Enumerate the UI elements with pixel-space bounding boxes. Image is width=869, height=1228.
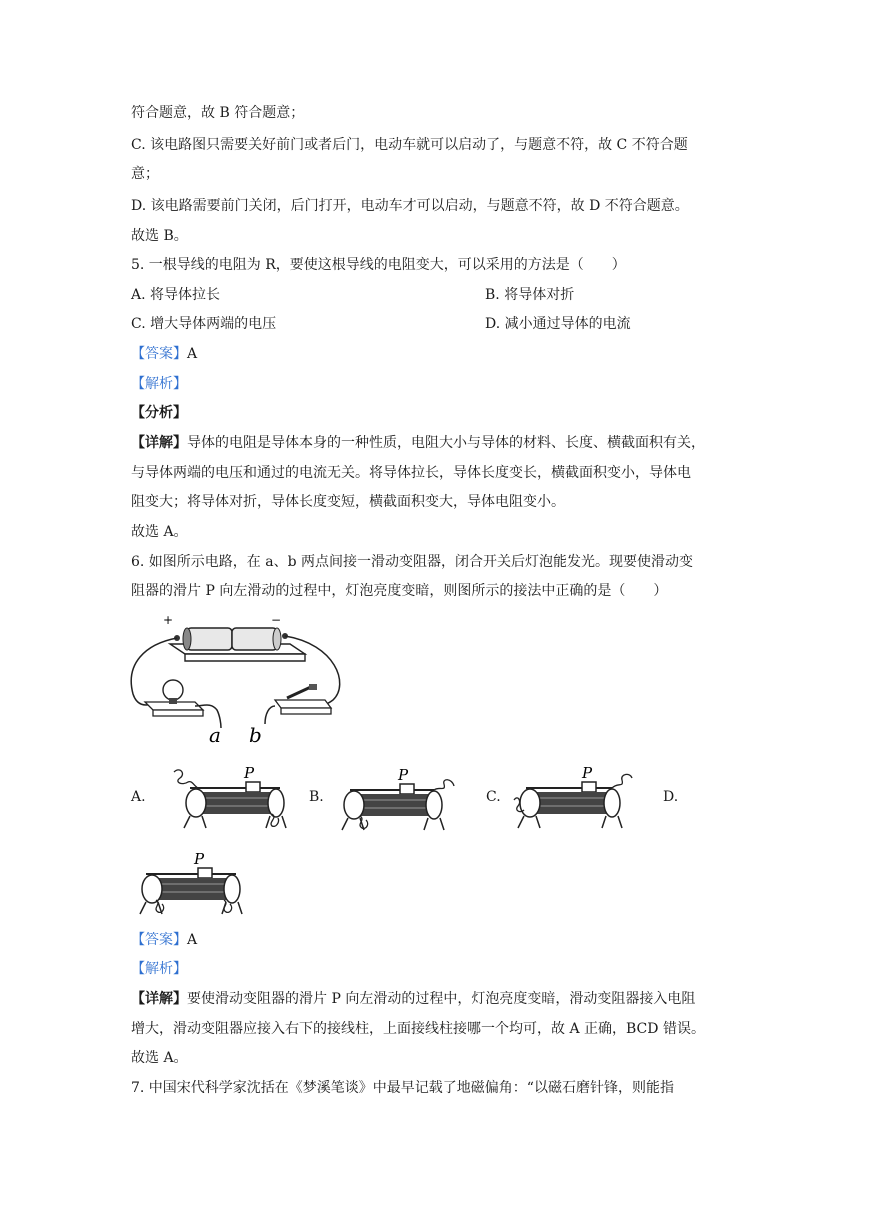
answer-value: A — [187, 346, 198, 362]
q6-answer-line — [131, 930, 197, 950]
slider-p-label: P — [582, 764, 593, 782]
text-line: C. 该电路图只需要关好前门或者后门，电动车就可以启动了，与题意不符，故 C 不符合题 — [131, 137, 688, 153]
fenxi-tag: 【分析】 — [131, 405, 187, 421]
question-7-stem: 7. 中国宋代科学家沈括在《梦溪笔谈》中最早记载了地磁偏角：“以磁石磨针锋，则能指 — [131, 1080, 674, 1096]
analysis-tag: 【解析】 — [131, 961, 187, 977]
q6-option-d-label: D. — [663, 789, 679, 805]
q6-option-a-label: A. — [131, 789, 146, 805]
q6-option-c-label: C. — [486, 789, 501, 805]
q6-detail-line — [131, 989, 695, 1009]
q5-answer-line — [131, 344, 197, 364]
analysis-tag: 【解析】 — [131, 376, 187, 392]
q5-option-a: A. 将导体拉长 — [131, 287, 221, 303]
rheostat-option-b — [336, 766, 460, 832]
detail-text: 要使滑动变阻器的滑片 P 向左滑动的过程中，灯泡亮度变暗，滑动变阻器接入电阻 — [187, 991, 696, 1007]
question-5-stem: 5. 一根导线的电阻为 R，要使这根导线的电阻变大，可以采用的方法是（ ） — [131, 257, 626, 273]
text-line: 意； — [131, 166, 159, 182]
detail-tag: 【详解】 — [131, 435, 187, 451]
q6-conclusion: 故选 A。 — [131, 1050, 188, 1066]
q5-option-b: B. 将导体对折 — [485, 287, 575, 303]
detail-text: 导体的电阻是导体本身的一种性质，电阻大小与导体的材料、长度、横截面积有关， — [187, 435, 705, 451]
detail-tag: 【详解】 — [131, 991, 187, 1007]
slider-p-label: P — [398, 766, 409, 784]
circuit-figure — [125, 614, 355, 746]
question-6-stem: 阻器的滑片 P 向左滑动的过程中，灯泡亮度变暗，则图所示的接法中正确的是（ ） — [131, 583, 668, 599]
rheostat-option-c — [512, 764, 636, 830]
q5-option-c: C. 增大导体两端的电压 — [131, 316, 277, 332]
question-6-stem: 6. 如图所示电路，在 a、b 两点间接一滑动变阻器，闭合开关后灯泡能发光。现要使滑动变 — [131, 554, 694, 570]
q6-option-b-label: B. — [309, 789, 324, 805]
rheostat-option-a — [172, 764, 292, 830]
text-line: D. 该电路需要前门关闭，后门打开，电动车才可以启动，与题意不符，故 D 不符合题意。 — [131, 198, 689, 214]
answer-tag: 【答案】 — [131, 346, 187, 362]
rheostat-option-d — [136, 850, 246, 916]
detail-text: 与导体两端的电压和通过的电流无关。将导体拉长，导体长度变长，横截面积变小，导体电 — [131, 465, 691, 481]
q5-option-d: D. 减小通过导体的电流 — [485, 316, 631, 332]
slider-p-label: P — [194, 850, 205, 868]
q5-conclusion: 故选 A。 — [131, 524, 188, 540]
text-line: 符合题意，故 B 符合题意； — [131, 105, 305, 121]
answer-tag: 【答案】 — [131, 932, 187, 948]
answer-value: A — [187, 932, 198, 948]
slider-p-label: P — [244, 764, 255, 782]
battery-plus-label: + — [163, 614, 174, 627]
detail-text: 阻变大；将导体对折，导体长度变短，横截面积变大，导体电阻变小。 — [131, 494, 565, 510]
point-a-label: a — [209, 723, 221, 746]
text-line: 故选 B。 — [131, 228, 188, 244]
battery-minus-label: − — [271, 614, 282, 627]
point-b-label: b — [249, 723, 262, 746]
detail-text: 增大，滑动变阻器应接入右下的接线柱，上面接线柱接哪一个均可，故 A 正确，BCD 错误。 — [131, 1021, 705, 1037]
q5-detail-line — [131, 433, 705, 453]
